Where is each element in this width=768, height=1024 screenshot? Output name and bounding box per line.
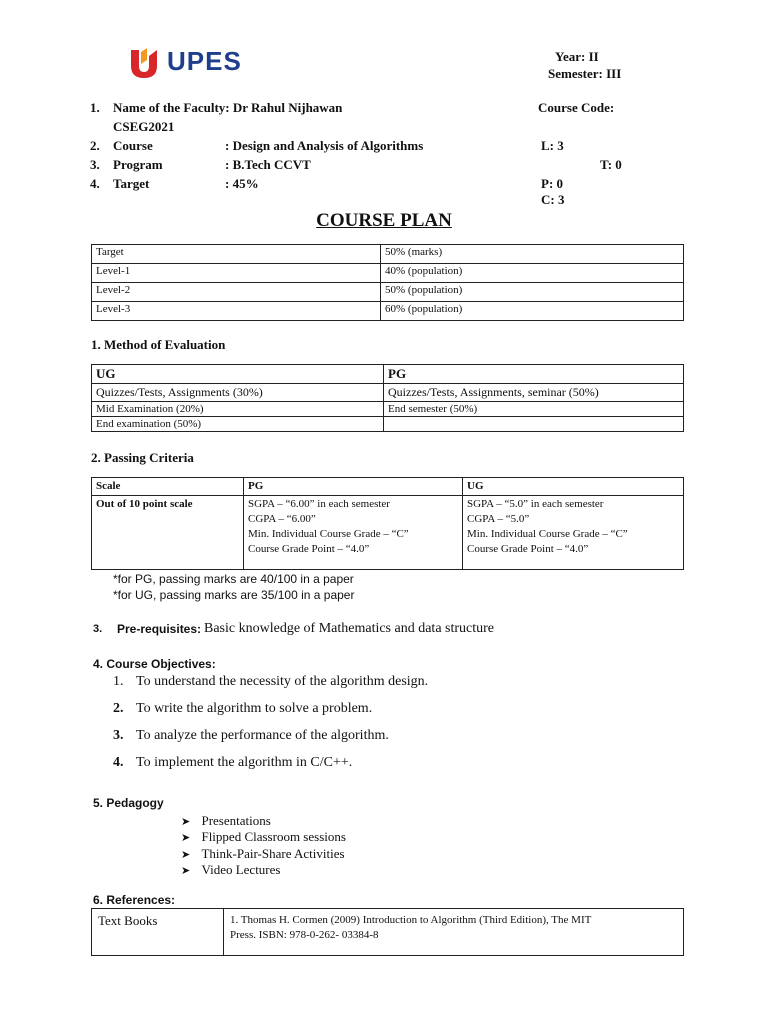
lecture-hours: L: 3	[541, 138, 564, 153]
objective-item: To write the algorithm to solve a problem.	[136, 701, 373, 716]
item-number-2: 2.	[90, 138, 100, 153]
program-label: Program	[113, 157, 163, 172]
item-number-4: 4.	[90, 176, 100, 191]
evaluation-heading: 1. Method of Evaluation	[91, 337, 226, 352]
logo-text: UPES	[167, 46, 242, 76]
references-heading: 6. References:	[93, 893, 176, 907]
table-cell: Level-2	[92, 283, 381, 302]
pg-criteria-cell	[244, 496, 463, 570]
ug-criteria-cell	[463, 496, 684, 570]
table-header-cell: PG	[384, 365, 684, 384]
table-header-cell: UG	[92, 365, 384, 384]
objective-item: To analyze the performance of the algorithm.	[136, 728, 389, 743]
table-cell: 50% (marks)	[381, 245, 684, 264]
criteria-line: Course Grade Point – “4.0”	[467, 543, 589, 555]
item-number-1: 1.	[90, 100, 100, 115]
table-cell: Level-3	[92, 302, 381, 321]
target-label: Target	[113, 176, 150, 191]
criteria-line: Course Grade Point – “4.0”	[248, 543, 370, 555]
objective-item: To understand the necessity of the algorithm design.	[136, 674, 429, 689]
pedagogy-item: ➤ Video Lectures	[181, 862, 281, 877]
criteria-line: SGPA – “5.0” in each semester	[467, 498, 604, 510]
table-header-cell: UG	[463, 478, 684, 496]
scale-cell: Out of 10 point scale	[92, 496, 244, 570]
year-label: Year: II	[555, 49, 599, 64]
table-row	[92, 909, 684, 956]
pedagogy-item: ➤ Flipped Classroom sessions	[181, 829, 346, 844]
table-cell: 60% (population)	[381, 302, 684, 321]
target-table	[91, 244, 684, 321]
target-value: : 45%	[225, 176, 259, 191]
reference-label-cell: Text Books	[92, 909, 224, 956]
table-row	[92, 496, 684, 570]
tutorial-hours: T: 0	[600, 157, 622, 172]
table-row	[92, 402, 684, 417]
criteria-line: SGPA – “6.00” in each semester	[248, 498, 390, 510]
table-row	[92, 264, 684, 283]
reference-line: Press. ISBN: 978-0-262- 03384-8	[230, 929, 379, 941]
reference-text-cell	[224, 909, 684, 956]
arrow-bullet-icon: ➤	[181, 816, 191, 828]
references-table	[91, 908, 684, 956]
table-row	[92, 302, 684, 321]
objective-number: 2.	[113, 701, 124, 716]
objective-item: To implement the algorithm in C/C++.	[136, 755, 353, 770]
table-row	[92, 384, 684, 402]
table-cell: Level-1	[92, 264, 381, 283]
table-row	[92, 245, 684, 264]
table-row	[92, 283, 684, 302]
table-cell: Quizzes/Tests, Assignments (30%)	[92, 384, 384, 402]
course-value: : Design and Analysis of Algorithms	[225, 138, 424, 153]
table-header-row	[92, 478, 684, 496]
faculty-name: Name of the Faculty: Dr Rahul Nijhawan	[113, 100, 343, 115]
course-label: Course	[113, 138, 153, 153]
program-value: : B.Tech CCVT	[225, 157, 311, 172]
practical-hours: P: 0	[541, 176, 564, 191]
criteria-line: Min. Individual Course Grade – “C”	[467, 528, 628, 540]
arrow-bullet-icon: ➤	[181, 849, 191, 861]
item-number-3: 3.	[90, 157, 100, 172]
semester-label: Semester: III	[548, 66, 622, 81]
table-cell: 40% (population)	[381, 264, 684, 283]
evaluation-table	[91, 364, 684, 432]
table-header-cell: PG	[244, 478, 463, 496]
table-cell: Target	[92, 245, 381, 264]
table-cell	[384, 417, 684, 432]
pedagogy-heading: 5. Pedagogy	[93, 796, 164, 810]
upes-logo-icon	[127, 46, 161, 80]
objective-number: 1.	[113, 674, 124, 689]
table-header-cell: Scale	[92, 478, 244, 496]
table-cell: Quizzes/Tests, Assignments, seminar (50%)	[384, 384, 684, 402]
arrow-bullet-icon: ➤	[181, 832, 191, 844]
table-row	[92, 417, 684, 432]
criteria-line: Min. Individual Course Grade – “C”	[248, 528, 409, 540]
criteria-line: CGPA – “6.00”	[248, 513, 316, 525]
course-code-label: Course Code:	[538, 100, 615, 115]
upes-logo	[127, 46, 247, 80]
course-code-value: CSEG2021	[113, 119, 175, 134]
prereq-label: Pre-requisites:	[117, 622, 202, 636]
criteria-line: CGPA – “5.0”	[467, 513, 530, 525]
page-title: COURSE PLAN	[316, 210, 452, 231]
objectives-heading: 4. Course Objectives:	[93, 657, 216, 671]
objective-number: 3.	[113, 728, 124, 743]
passing-heading: 2. Passing Criteria	[91, 450, 194, 465]
table-cell: 50% (population)	[381, 283, 684, 302]
pg-passing-note: *for PG, passing marks are 40/100 in a paper	[113, 572, 354, 586]
credits: C: 3	[541, 192, 565, 207]
reference-line: 1. Thomas H. Cormen (2009) Introduction to Algorithm (Third Edition), The MIT	[230, 914, 592, 926]
table-cell: End semester (50%)	[384, 402, 684, 417]
table-cell: End examination (50%)	[92, 417, 384, 432]
prereq-text: Basic knowledge of Mathematics and data structure	[204, 621, 495, 636]
objective-number: 4.	[113, 755, 124, 770]
arrow-bullet-icon: ➤	[181, 865, 191, 877]
passing-table	[91, 477, 684, 570]
table-header-row	[92, 365, 684, 384]
prereq-number: 3.	[93, 623, 103, 635]
table-cell: Mid Examination (20%)	[92, 402, 384, 417]
ug-passing-note: *for UG, passing marks are 35/100 in a paper	[113, 588, 355, 602]
pedagogy-item: ➤ Think-Pair-Share Activities	[181, 846, 345, 861]
pedagogy-item: ➤ Presentations	[181, 813, 271, 828]
